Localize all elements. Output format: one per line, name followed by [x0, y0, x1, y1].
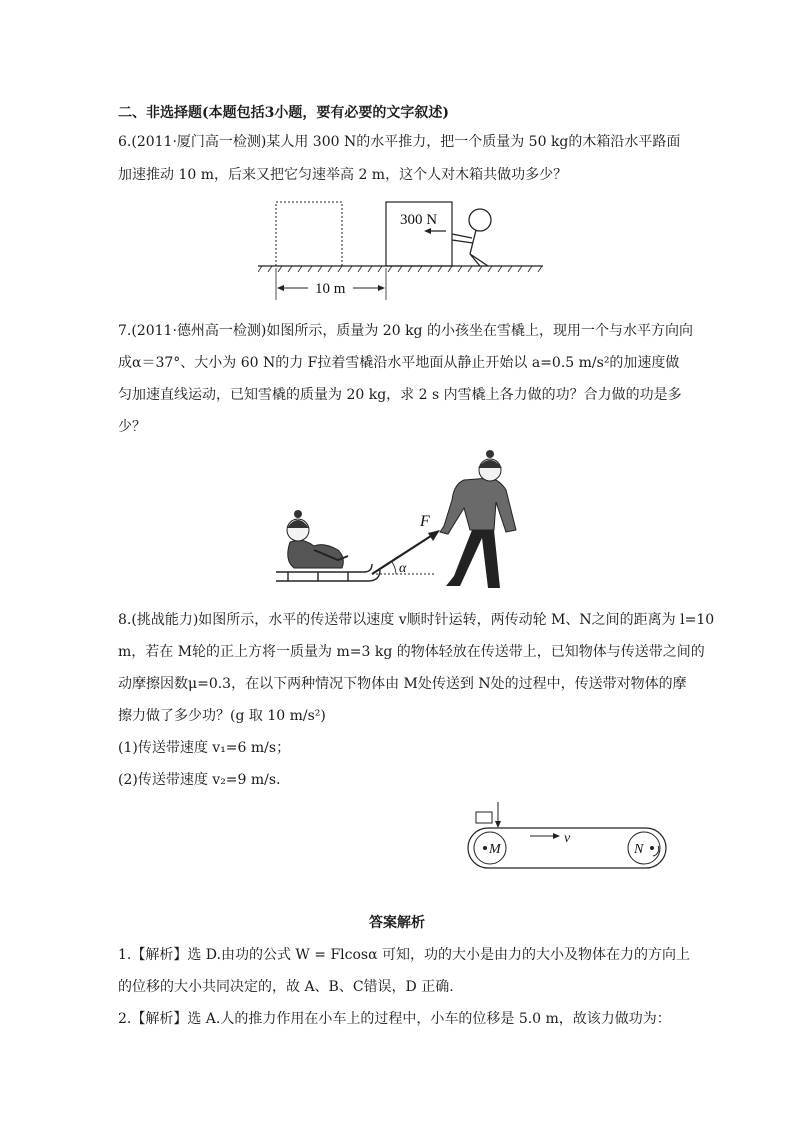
q8-line-1: 8.(挑战能力)如图所示，水平的传送带以速度 v顺时针运转，两传动轮 M、N之间的距离为 l=10	[118, 612, 715, 628]
stick-figure-person	[452, 209, 491, 266]
velocity-arrowhead	[553, 833, 560, 839]
box-initial-position	[276, 202, 342, 266]
q7-sled-figure	[268, 450, 538, 598]
object-block	[476, 812, 492, 823]
q7-line-1: 7.(2011·德州高一检测)如图所示，质量为 20 kg 的小孩坐在雪橇上，现用一个与水平方向向	[118, 323, 693, 339]
q8-conveyor-figure	[460, 796, 680, 872]
adult-pulling	[440, 450, 516, 588]
pull-force-arrowhead	[428, 530, 440, 541]
wheel-n-axle	[650, 846, 654, 850]
drop-arrowhead	[495, 821, 501, 828]
wheel-n-label: N	[634, 842, 644, 857]
ground-hatching	[258, 266, 542, 272]
distance-arrowhead-left	[277, 285, 284, 291]
q6-line-2: 加速推动 10 m，后来又把它匀速举高 2 m，这个人对木箱共做功多少？	[118, 167, 568, 183]
angle-alpha-label: α	[399, 561, 407, 576]
child-on-sled	[287, 510, 348, 568]
wheel-m-label: M	[489, 842, 501, 857]
wheel-m-axle	[483, 846, 487, 850]
push-force-label: 300 N	[400, 212, 438, 228]
velocity-label: v	[564, 831, 571, 846]
section-heading: 二、非选择题(本题包括3小题，要有必要的文字叙述)	[118, 105, 449, 121]
answer-1-line-1: 1.【解析】选 D.由功的公式 W = Flcosα 可知，功的大小是由力的大小及物体在力的方向上	[118, 947, 691, 963]
q6-push-box-figure	[258, 196, 548, 306]
q8-line-2: m，若在 M轮的正上方将一质量为 m=3 kg 的物体轻放在传送带上，已知物体与传送带之间的	[118, 644, 705, 660]
q7-line-2: 成α＝37°、大小为 60 N的力 F拉着雪橇沿水平地面从静止开始以 a=0.5 m/s²的加速度做	[118, 355, 680, 371]
force-f-label: F	[420, 513, 430, 530]
answers-heading: 答案解析	[369, 915, 425, 931]
q8-line-4: 擦力做了多少功？(g 取 10 m/s²)	[118, 708, 326, 724]
wheel-n	[628, 832, 660, 864]
q6-line-1: 6.(2011·厦门高一检测)某人用 300 N的水平推力，把一个质量为 50 kg的木箱沿水平路面	[118, 134, 681, 150]
q8-sub-2: (2)传送带速度 v₂=9 m/s.	[118, 772, 281, 788]
q7-line-4: 少？	[118, 419, 146, 435]
push-force-arrowhead	[424, 228, 431, 234]
answer-2-line-1: 2.【解析】选 A.人的推力作用在小车上的过程中，小车的位移是 5.0 m，故该力做功为：	[118, 1011, 671, 1027]
distance-arrowhead-right	[378, 285, 385, 291]
answer-1-line-2: 的位移的大小共同决定的，故 A、B、C错误，D 正确.	[118, 979, 454, 995]
distance-label: 10 m	[315, 281, 346, 297]
q7-line-3: 匀加速直线运动，已知雪橇的质量为 20 kg，求 2 s 内雪橇上各力做的功？合力做的功是多	[118, 387, 682, 403]
q8-sub-1: (1)传送带速度 v₁=6 m/s；	[118, 740, 291, 756]
q8-line-3: 动摩擦因数μ=0.3，在以下两种情况下物体由 M处传送到 N处的过程中，传送带对物体的摩	[118, 676, 687, 692]
